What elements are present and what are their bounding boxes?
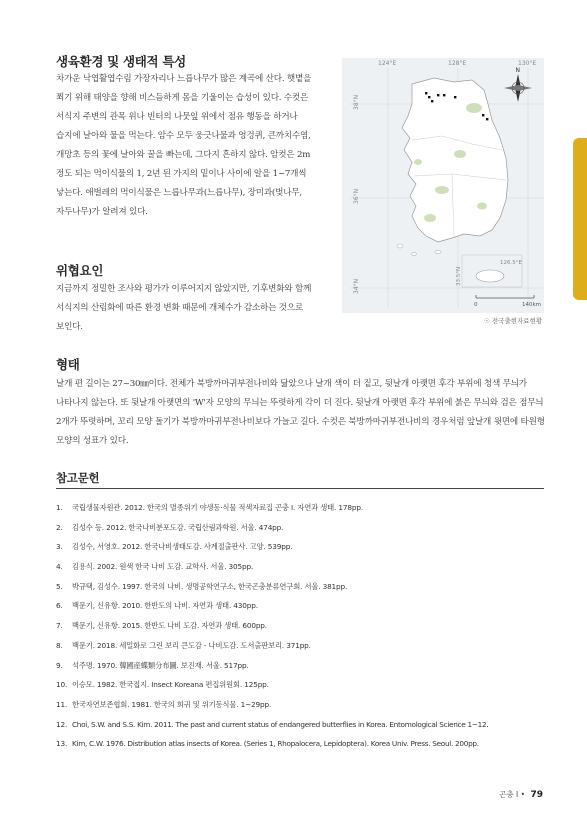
reference-number: 11. bbox=[56, 699, 68, 709]
reference-item bbox=[56, 636, 546, 656]
footer-section-name: 곤충 I bbox=[499, 790, 519, 799]
reference-number: 4. bbox=[56, 562, 63, 572]
occurrence-point bbox=[425, 92, 427, 94]
jeju-inset bbox=[456, 255, 522, 287]
reference-number: 10. bbox=[56, 680, 68, 690]
reference-item bbox=[56, 596, 546, 616]
reference-number: 8. bbox=[56, 640, 63, 650]
island bbox=[397, 244, 403, 248]
reference-item bbox=[56, 715, 546, 735]
reference-item bbox=[56, 537, 546, 557]
protected-area bbox=[454, 150, 466, 158]
form-heading: 형태 bbox=[56, 357, 80, 372]
reference-text: 이승모. 1982. 한국접지. Insect Koreana 편집위원회. 125pp. bbox=[72, 680, 269, 690]
protected-area bbox=[414, 159, 422, 165]
reference-number: 12. bbox=[56, 719, 68, 729]
occurrence-point bbox=[486, 118, 488, 120]
occurrence-point bbox=[482, 114, 484, 116]
protected-area bbox=[466, 103, 482, 113]
lat-label: 38°N bbox=[353, 94, 360, 110]
occurrence-point bbox=[437, 94, 439, 96]
references-list bbox=[56, 498, 546, 754]
reference-number: 6. bbox=[56, 601, 63, 611]
threat-paragraph: 지금까지 정밀한 조사와 평가가 이루어지지 않았지만, 기후변화와 함께 서식지의 산림화에 따른 환경 변화 때문에 개체수가 감소하는 것으로 보인다. bbox=[56, 284, 312, 332]
occurrence-point bbox=[431, 100, 433, 102]
reference-item bbox=[56, 695, 546, 715]
reference-number: 2. bbox=[56, 522, 63, 532]
reference-item bbox=[56, 577, 546, 597]
protected-area bbox=[435, 186, 449, 194]
island bbox=[412, 253, 417, 256]
inset-lat-label: 33.5°N bbox=[456, 266, 462, 286]
north-label: N bbox=[515, 67, 520, 74]
reference-item bbox=[56, 675, 546, 695]
reference-text: 석주명. 1970. 韓國産蝶類分布圖. 보진재. 서울. 517pp. bbox=[72, 660, 249, 670]
marker-icon: ☉ bbox=[484, 317, 490, 325]
occurrence-point bbox=[454, 96, 456, 98]
reference-text: 김성수, 서영호. 2012. 한국나비생태도감. 사계절출판사. 고양. 539pp. bbox=[72, 542, 293, 552]
reference-number: 5. bbox=[56, 581, 63, 591]
scale-start: 0 bbox=[474, 302, 478, 308]
reference-item bbox=[56, 498, 546, 518]
reference-text: 백문기, 신유항. 2010. 한반도의 나비. 자연과 생태. 430pp. bbox=[72, 601, 258, 611]
reference-item bbox=[56, 518, 546, 538]
occurrence-point bbox=[443, 94, 445, 96]
island bbox=[435, 250, 441, 254]
reference-text: 박규택, 김성수. 1997. 한국의 나비. 생명공학연구소, 한국곤충분류연구회. 서울. 381pp. bbox=[72, 581, 348, 591]
scale-end: 140km bbox=[522, 302, 542, 308]
reference-item bbox=[56, 734, 546, 754]
page-footer bbox=[499, 789, 543, 800]
lon-label: 128°E bbox=[448, 60, 467, 67]
korea-map-svg bbox=[342, 58, 544, 313]
reference-item bbox=[56, 616, 546, 636]
page-number: 79 bbox=[530, 790, 543, 800]
chapter-side-tab bbox=[573, 138, 587, 300]
reference-text: 한국자연보존협회. 1981. 한국의 희귀 및 위기동식물. 1~29pp. bbox=[72, 699, 272, 709]
scale-bar bbox=[474, 295, 541, 308]
map-source-text: 전국출현자료현황 bbox=[491, 317, 543, 325]
references-divider bbox=[56, 488, 544, 489]
reference-text: Kim, C.W. 1976. Distribution atlas insects of Korea. (Series 1, Rhopalocera, Lepidoptera). Korea Univ. Press. Seoul. 200pp. bbox=[72, 739, 479, 749]
lat-label: 34°N bbox=[353, 278, 360, 294]
distribution-map bbox=[342, 58, 544, 313]
threat-heading: 위협요인 bbox=[56, 263, 104, 278]
lat-label: 36°N bbox=[353, 188, 360, 204]
reference-number: 1. bbox=[56, 503, 63, 512]
footer-separator: • bbox=[520, 790, 526, 799]
reference-item bbox=[56, 656, 546, 676]
occurrence-point bbox=[428, 96, 430, 98]
protected-area bbox=[477, 203, 487, 210]
lon-label: 124°E bbox=[378, 60, 397, 67]
form-paragraph: 날개 편 길이는 27~30㎜이다. 전체가 북방까마귀부전나비와 닮았으나 날개 색이 더 짙고, 뒷날개 아랫면 후각 부위에 청색 무늬가 나타나지 않는다. 또 뒷날개 아랫면의 'W'자 모양의 무늬는 뚜렷하게 각이 더 진다. 뒷날개 아랫면 후각 부위에 붉은 무늬와 검은 점무늬 2개가 뚜렷하며, 꼬리 모양 돌기가 북방까마귀부전나비보다 가늘고 길다. 수컷은 북방까마귀부전나비의 경우처럼 앞날개 윗면에 타원형 모양의 성표가 있다. bbox=[56, 379, 545, 446]
reference-text: 백문기, 신유항. 2015. 한반도 나비 도감. 자연과 생태. 600pp. bbox=[72, 621, 267, 631]
reference-number: 9. bbox=[56, 660, 63, 670]
reference-item bbox=[56, 557, 546, 577]
inset-lon-label: 126.5°E bbox=[500, 260, 522, 266]
protected-area bbox=[424, 214, 436, 222]
reference-number: 7. bbox=[56, 621, 63, 631]
habitat-heading: 생육환경 및 생태적 특성 bbox=[56, 54, 186, 69]
jeju-island bbox=[476, 270, 504, 282]
references-heading: 참고문헌 bbox=[56, 471, 100, 485]
reference-number: 13. bbox=[56, 739, 68, 749]
map-source-caption bbox=[484, 316, 542, 325]
reference-number: 3. bbox=[56, 542, 63, 552]
reference-text: 김용식. 2002. 원색 한국 나비 도감. 교학사. 서울. 305pp. bbox=[72, 562, 254, 572]
reference-text: 국립생물자원관. 2012. 한국의 멸종위기 야생동·식물 적색자료집 곤충 I. 자연과 생태. 178pp. bbox=[72, 503, 363, 512]
reference-text: 백문기. 2018. 세밀화로 그린 보리 큰도감 - 나비도감. 도서출판보리. 371pp. bbox=[72, 640, 311, 650]
habitat-paragraph: 차가운 낙엽활엽수림 가장자리나 느릅나무가 많은 계곡에 산다. 햇볕을 쬐기 위해 태양을 향해 비스듬하게 몸을 기울이는 습성이 있다. 수컷은 서식지 주변의 관목 위나 빈터의 나뭇잎 위에서 점유 행동을 하거나 습지에 날아와 물을 먹는다. 암수 모두 웅긋나물과 엉겅퀴, 큰까치수염, 개망초 등의 꽃에 날아와 꿀을 빠는데, 그다지 흔하지 않다. 암컷은 2m 정도 되는 먹이식물의 1, 2년 된 가지의 밑이나 사이에 알을 1~7개씩 낳는다. 애벌레의 먹이식물은 느릅나무과(느릅나무), 장미과(벚나무, 자두나무)가 알려져 있다. bbox=[56, 74, 312, 217]
reference-text: Choi, S.W. and S.S. Kim. 2011. The past and current status of endangered butterflies in Korea. Entomological Science 1~12. bbox=[72, 719, 489, 729]
lon-label: 130°E bbox=[518, 60, 537, 67]
reference-text: 김성수 등. 2012. 한국나비분포도감. 국립산림과학원. 서울. 474pp. bbox=[72, 522, 284, 532]
